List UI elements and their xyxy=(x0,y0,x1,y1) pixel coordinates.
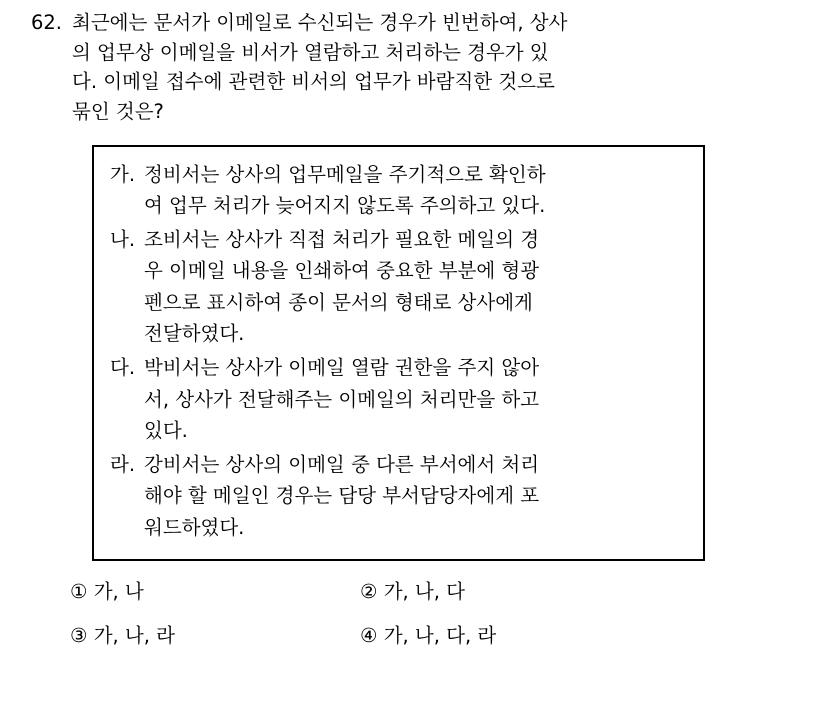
statement-item xyxy=(110,449,687,544)
choice-text: 가, 나, 다 xyxy=(383,580,465,604)
statement-line: 정비서는 상사의 업무메일을 주기적으로 확인하 xyxy=(144,162,546,186)
statement-label: 가. xyxy=(110,162,136,186)
statement-label: 다. xyxy=(110,355,136,379)
choice-text: 가, 나, 라 xyxy=(93,623,175,647)
statement-text xyxy=(144,224,687,350)
question-line: 의 업무상 이메일을 비서가 열람하고 처리하는 경우가 있 xyxy=(72,40,549,64)
statement-line: 강비서는 상사의 이메일 중 다른 부서에서 처리 xyxy=(144,452,540,476)
statement-item xyxy=(110,352,687,447)
statement-line: 전달하였다. xyxy=(144,322,245,346)
choice-marker: ① xyxy=(70,580,88,604)
statement-text xyxy=(144,159,687,222)
question-text xyxy=(72,8,798,127)
question-stem xyxy=(22,8,798,127)
choice-marker: ③ xyxy=(70,623,88,647)
statement-line: 해야 할 메일인 경우는 담당 부서담당자에게 포 xyxy=(144,484,540,508)
statement-label: 나. xyxy=(110,227,136,251)
statement-line: 박비서는 상사가 이메일 열람 권한을 주지 않아 xyxy=(144,355,540,379)
question-line: 다. 이메일 접수에 관련한 비서의 업무가 바람직한 것으로 xyxy=(72,70,555,94)
statement-line: 우 이메일 내용을 인쇄하여 중요한 부분에 형광 xyxy=(144,259,540,283)
answer-choice-2[interactable] xyxy=(360,577,798,606)
statement-line: 펜으로 표시하여 종이 문서의 형태로 상사에게 xyxy=(144,290,533,314)
statement-text xyxy=(144,449,687,544)
statement-text xyxy=(144,352,687,447)
statement-line: 워드하였다. xyxy=(144,515,245,539)
choice-text: 가, 나 xyxy=(93,580,144,604)
choice-marker: ② xyxy=(360,580,378,604)
question-line: 최근에는 문서가 이메일로 수신되는 경우가 빈번하여, 상사 xyxy=(72,11,568,34)
answer-choice-3[interactable] xyxy=(70,621,360,650)
answer-choice-1[interactable] xyxy=(70,577,360,606)
statements-box xyxy=(92,145,705,562)
answer-choice-4[interactable] xyxy=(360,621,798,650)
statement-line: 있다. xyxy=(144,419,188,443)
statement-item xyxy=(110,224,687,350)
statement-item xyxy=(110,159,687,222)
statement-line: 여 업무 처리가 늦어지지 않도록 주의하고 있다. xyxy=(144,194,546,218)
choice-text: 가, 나, 다, 라 xyxy=(383,623,497,647)
question-line: 묶인 것은? xyxy=(72,99,164,123)
choice-marker: ④ xyxy=(360,623,378,647)
statement-line: 서, 상사가 전달해주는 이메일의 처리만을 하고 xyxy=(144,387,540,411)
question-number: 62. xyxy=(30,11,62,34)
statement-label: 라. xyxy=(110,452,136,476)
statement-line: 조비서는 상사가 직접 처리가 필요한 메일의 경 xyxy=(144,227,540,251)
answer-choices xyxy=(70,577,798,650)
